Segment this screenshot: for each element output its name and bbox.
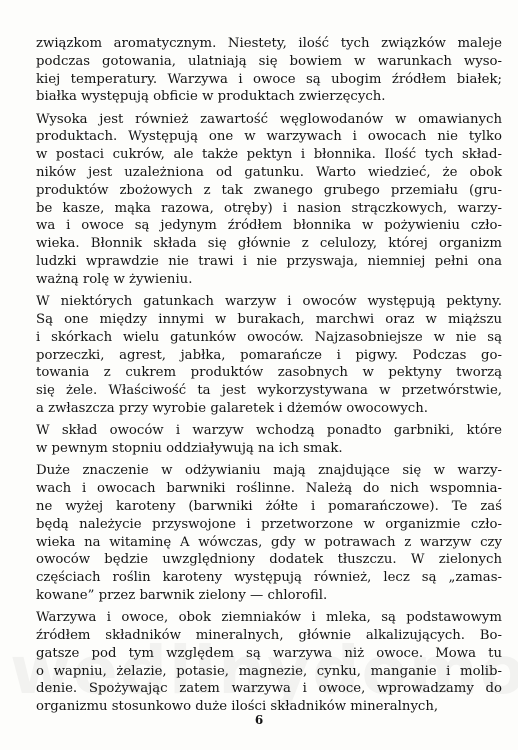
text-line: o wapniu, żelazie, potasie, magnezie, cynku, manganie i molib- <box>36 663 502 679</box>
text-line: produktów zbożowych z tak zwanego grubego przemiału (gru- <box>36 182 502 198</box>
text-line: organizmu stosunkowo duże ilości składników mineralnych, <box>36 699 439 715</box>
text-line: białka występują obficie w produktach zwierzęcych. <box>36 89 386 105</box>
text-line: Warzywa i owoce, obok ziemniaków i mleka, są podstawowym <box>36 610 502 626</box>
text-line: owoców będzie uwzględniony dodatek tłuszczu. W zielonych <box>36 552 502 568</box>
text-line: kowane” przez barwnik zielony — chlorofil. <box>36 587 328 603</box>
text-line: się żele. Właściwość ta jest wykorzystywana w przetwórstwie, <box>36 383 502 399</box>
text-line: porzeczki, agrest, jabłka, pomarańcze i pigwy. Podczas go- <box>36 347 502 363</box>
text-line: wieka na witaminę A wówczas, gdy w potrawach z warzyw czy <box>36 534 502 550</box>
text-line: i skórkach wielu gatunków owoców. Najzasobniejsze w nie są <box>36 329 502 345</box>
text-line: będą należycie przyswojone i przetworzone w organizmie czło- <box>36 516 502 532</box>
text-line: Wysoka jest również zawartość węglowodanów w omawianych <box>36 111 502 127</box>
text-line: denie. Spożywając zatem warzywa i owoce, wprowadzamy do <box>36 681 502 697</box>
body-text <box>36 35 502 720</box>
text-line: towania z cukrem produktów zasobnych w pektyny tworzą <box>36 365 502 381</box>
text-line: w pewnym stopniu oddziaływują na ich smak. <box>36 441 343 457</box>
text-line: ludzki wprawdzie nie trawi i nie przyswaja, niemniej pełni ona <box>36 254 502 270</box>
text-line: kiej temperatury. Warzywa i owoce są ubogim źródłem białek; <box>36 71 502 87</box>
text-line: be kasze, mąka razowa, otręby) i nasion strączkowych, warzy- <box>36 200 502 216</box>
text-line: Są one między innymi w burakach, marchwi oraz w miąższu <box>36 311 502 327</box>
text-line: Duże znaczenie w odżywianiu mają znajdujące się w warzy- <box>36 463 502 479</box>
text-line: ników jest uzależniona od gatunku. Warto wiedzieć, że obok <box>36 165 502 181</box>
text-line: podczas gotowania, ulatniają się bowiem w warunkach wyso- <box>36 53 502 69</box>
paragraph <box>36 293 502 418</box>
text-line: wieka. Błonnik składa się głównie z celulozy, której organizm <box>36 236 502 252</box>
text-line: wa i owoce są jedynym źródłem błonnika w pożywieniu czło- <box>36 218 502 234</box>
page-number: 6 <box>254 713 264 727</box>
text-line: w postaci cukrów, ale także pektyn i błonnika. Ilość tych skład- <box>36 147 502 163</box>
paragraph <box>36 422 502 458</box>
text-line: W niektórych gatunkach warzyw i owoców występują pektyny. <box>36 294 502 310</box>
text-line: produktach. Występują one w warzywach i owocach nie tylko <box>36 129 502 145</box>
text-line: związkom aromatycznym. Niestety, ilość tych związków maleje <box>36 36 502 51</box>
text-line: gatsze pod tym względem są warzywa niż owoce. Mowa tu <box>36 645 502 661</box>
paragraph <box>36 111 502 289</box>
text-line: źródłem składników mineralnych, głównie alkalizujących. Bo- <box>36 628 502 643</box>
paragraph <box>36 35 502 106</box>
text-line: częściach roślin karoteny występują również, lecz są „zamas- <box>36 570 502 586</box>
paragraph <box>36 609 502 716</box>
text-line: W skład owoców i warzyw wchodzą ponadto garbniki, które <box>36 423 502 439</box>
text-line: a zwłaszcza przy wyrobie galaretek i dżemów owocowych. <box>36 400 428 416</box>
text-line: wach i owocach barwniki roślinne. Należą do nich wspomnia- <box>36 481 502 497</box>
text-line: ne wyżej karoteny (barwniki żółte i pomarańczowe). Te zaś <box>36 498 502 514</box>
text-line: ważną rolę w żywieniu. <box>36 271 193 287</box>
paragraph <box>36 462 502 604</box>
